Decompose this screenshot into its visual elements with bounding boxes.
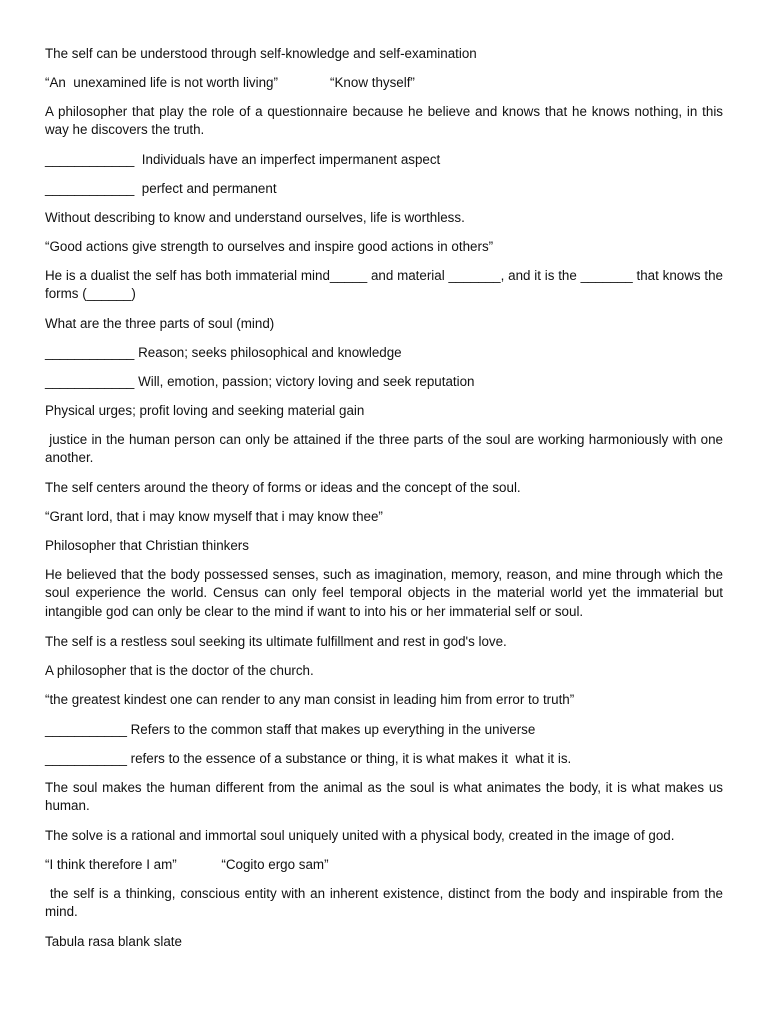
fill-in-blank: ___________ refers to the essence of a substance or thing, it is what makes it what it is.: [45, 751, 572, 766]
paragraph: “the greatest kindest one can render to any man consist in leading him from error to truth”: [45, 692, 575, 707]
paragraph: Philosopher that Christian thinkers: [45, 538, 249, 553]
fill-in-blank: ____________ Will, emotion, passion; victory loving and seek reputation: [45, 374, 475, 389]
fill-in-blank: ____________ Individuals have an imperfect impermanent aspect: [45, 152, 441, 167]
paragraph: A philosopher that is the doctor of the church.: [45, 663, 314, 678]
paragraph: The self centers around the theory of forms or ideas and the concept of the soul.: [45, 480, 521, 495]
paragraph: “An unexamined life is not worth living” “Know thyself”: [45, 75, 415, 90]
paragraph: What are the three parts of soul (mind): [45, 316, 275, 331]
fill-in-blank: He is a dualist the self has both immaterial mind_____ and material _______, and it is the _______ that knows the forms (______): [45, 268, 727, 302]
paragraph: The self can be understood through self-knowledge and self-examination: [45, 46, 477, 61]
paragraph: Physical urges; profit loving and seeking material gain: [45, 403, 365, 418]
paragraph: justice in the human person can only be attained if the three parts of the soul are working harmoniously with one another.: [45, 432, 727, 466]
paragraph: “I think therefore I am” “Cogito ergo sam”: [45, 857, 329, 872]
paragraph: “Good actions give strength to ourselves and inspire good actions in others”: [45, 239, 494, 254]
paragraph: Without describing to know and understand ourselves, life is worthless.: [45, 210, 465, 225]
fill-in-blank: ___________ Refers to the common staff that makes up everything in the universe: [45, 722, 536, 737]
paragraph: The solve is a rational and immortal soul uniquely united with a physical body, created in the image of god.: [45, 828, 675, 843]
paragraph: The self is a restless soul seeking its ultimate fulfillment and rest in god's love.: [45, 634, 507, 649]
paragraph: A philosopher that play the role of a questionnaire because he believe and knows that he knows nothing, in this way he discovers the truth.: [45, 104, 727, 138]
paragraph: The soul makes the human different from the animal as the soul is what animates the body, it is what makes us human.: [45, 780, 727, 814]
paragraph: “Grant lord, that i may know myself that i may know thee”: [45, 509, 383, 524]
paragraph: He believed that the body possessed senses, such as imagination, memory, reason, and mine through which the soul experience the world. Census can only feel temporal objects in the material world yet the immaterial but intangible god can only be clear to the mind if want to into his or her immaterial self or soul.: [45, 567, 727, 619]
paragraph: Tabula rasa blank slate: [45, 934, 182, 949]
paragraph: the self is a thinking, conscious entity with an inherent existence, distinct from the body and inspirable from the mind.: [45, 886, 727, 920]
fill-in-blank: ____________ perfect and permanent: [45, 181, 277, 196]
fill-in-blank: ____________ Reason; seeks philosophical and knowledge: [45, 345, 402, 360]
